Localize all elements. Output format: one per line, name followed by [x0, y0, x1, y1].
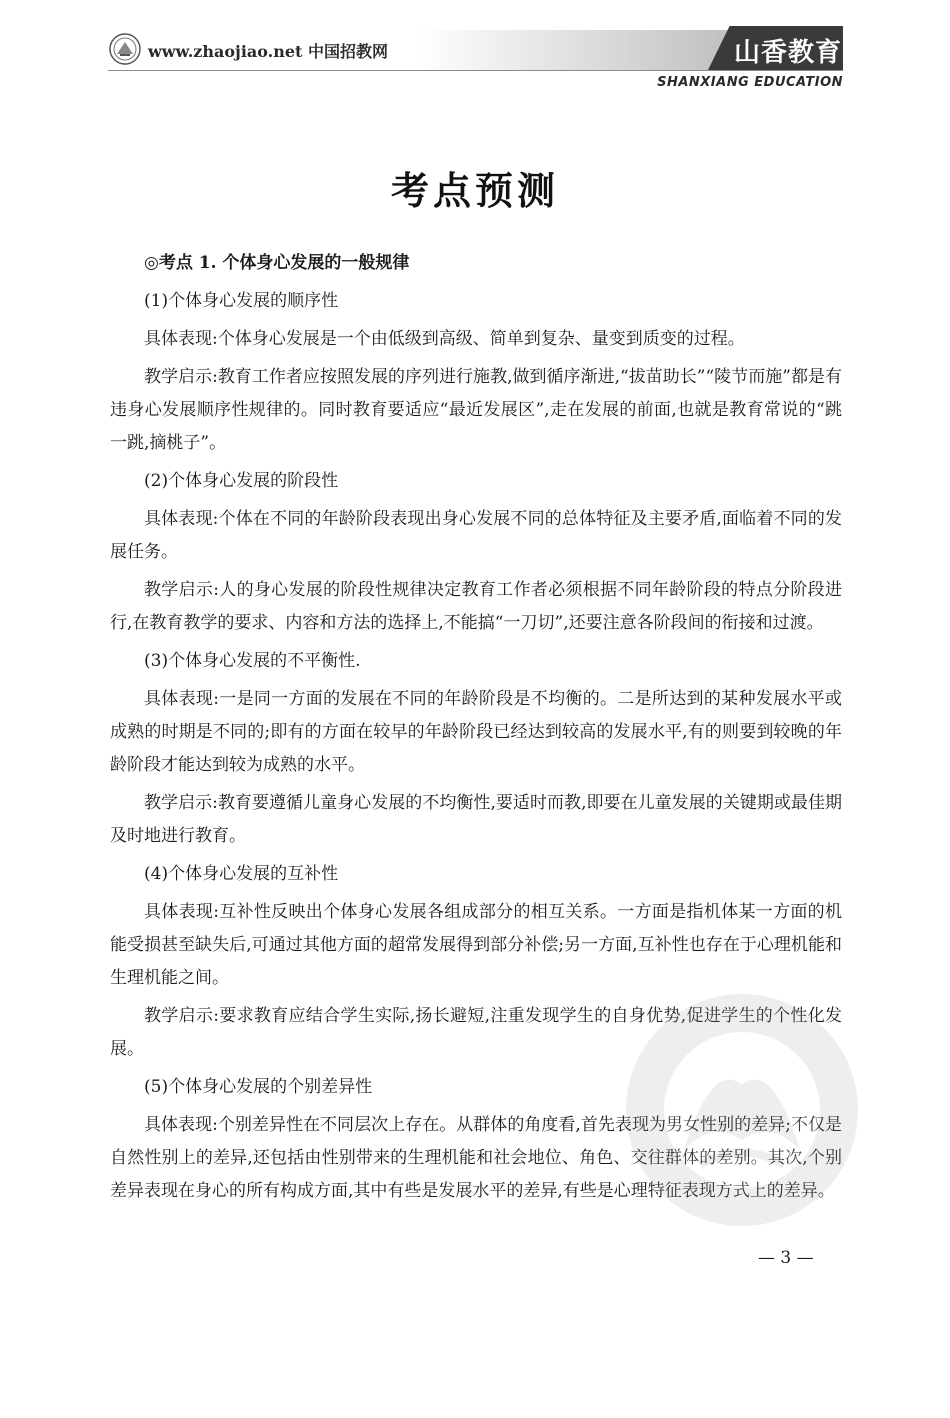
shanxiang-watermark-icon [622, 990, 862, 1230]
body-paragraph: 教学启示:要求教育应结合学生实际,扬长避短,注重发现学生的自身优势,促进学生的个性化发展。 [110, 1006, 842, 1059]
body-paragraph: 教学启示:教育工作者应按照发展的序列进行施教,做到循序渐进,“拔苗助长”“陵节而施”都是有违身心发展顺序性规律的。同时教育要适应“最近发展区”,走在发展的前面,也就是教育常说的“跳一跳,摘桃子”。 [110, 367, 842, 453]
body-paragraph: (2)个体身心发展的阶段性 [144, 471, 339, 491]
section-heading: ◎考点 1. 个体身心发展的一般规律 [144, 253, 410, 273]
page-title: 考点预测 [390, 168, 559, 213]
body-paragraph: (5)个体身心发展的个别差异性 [144, 1077, 373, 1097]
body-paragraph: 具体表现:个别差异性在不同层次上存在。从群体的角度看,首先表现为男女性别的差异;不仅是自然性别上的差异,还包括由性别带来的生理机能和社会地位、角色、交往群体的差别。其次,个别差异表现在身心的所有构成方面,其中有些是发展水平的差异,有些是心理特征表现方式上的差异。 [110, 1115, 842, 1201]
brand-name: 山香教育 [734, 38, 843, 68]
body-paragraph: (3)个体身心发展的不平衡性. [144, 651, 361, 671]
body-paragraph: 具体表现:一是同一方面的发展在不同的年龄阶段是不均衡的。二是所达到的某种发展水平或成熟的时期是不同的;即有的方面在较早的年龄阶段已经达到较高的发展水平,有的则要到较晚的年龄阶段才能达到较为成熟的水平。 [110, 689, 842, 775]
body-paragraph: (1)个体身心发展的顺序性 [144, 291, 339, 311]
header-url: www.zhaojiao.net 中国招教网 [148, 42, 389, 61]
page-header [108, 26, 843, 94]
body-paragraph: 具体表现:互补性反映出个体身心发展各组成部分的相互关系。一方面是指机体某一方面的机能受损甚至缺失后,可通过其他方面的超常发展得到部分补偿;另一方面,互补性也存在于心理机能和生理机能之间。 [110, 902, 842, 988]
zhaojiao-logo-icon [108, 32, 142, 66]
body-paragraph: 教学启示:教育要遵循儿童身心发展的不均衡性,要适时而教,即要在儿童发展的关键期或最佳期及时地进行教育。 [110, 793, 842, 846]
body-paragraph: 具体表现:个体身心发展是一个由低级到高级、简单到复杂、量变到质变的过程。 [144, 329, 745, 349]
page-number: — 3 — [758, 1248, 814, 1268]
brand-subtitle: SHANXIANG EDUCATION [657, 75, 843, 90]
body-paragraph: 教学启示:人的身心发展的阶段性规律决定教育工作者必须根据不同年龄阶段的特点分阶段进行,在教育教学的要求、内容和方法的选择上,不能搞“一刀切”,还要注意各阶段间的衔接和过渡。 [110, 580, 842, 633]
body-paragraph: 具体表现:个体在不同的年龄阶段表现出身心发展不同的总体特征及主要矛盾,面临着不同的发展任务。 [110, 509, 842, 562]
body-paragraph: (4)个体身心发展的互补性 [144, 864, 339, 884]
